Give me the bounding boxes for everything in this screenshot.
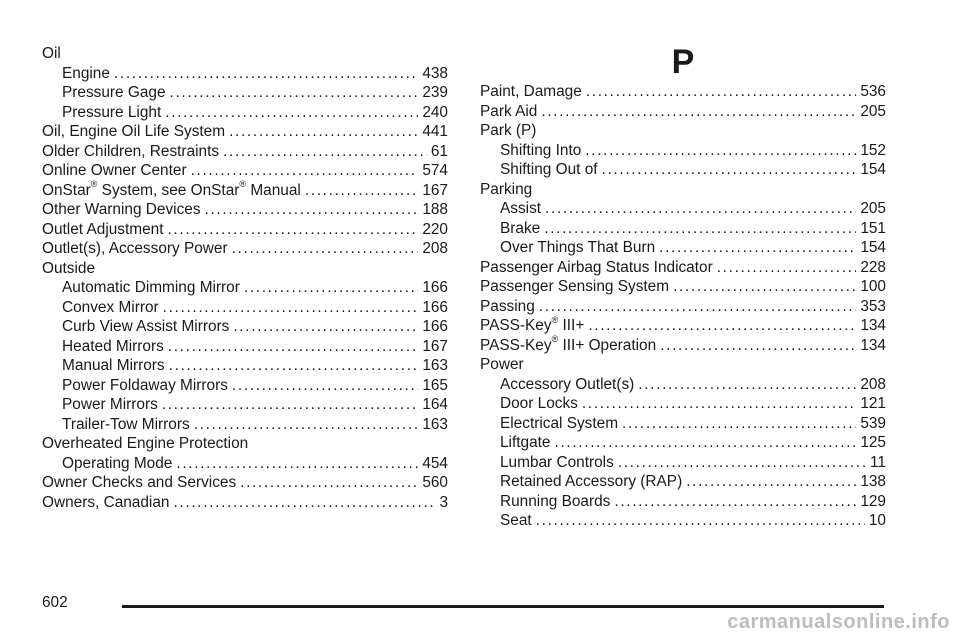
entry-label: PASS-Key® III+ Operation	[480, 334, 657, 354]
entry-label: Park (P)	[480, 122, 537, 139]
index-subentry	[480, 511, 886, 531]
entry-page-number: 167	[422, 337, 448, 355]
entry-page-number: 163	[422, 415, 448, 433]
entry-page-number: 10	[868, 512, 886, 529]
entry-page-number: 188	[422, 201, 448, 218]
registered-mark: ®	[551, 334, 559, 345]
entry-label: Pressure Gage	[62, 84, 166, 101]
leader-dots	[169, 356, 419, 376]
registered-mark: ®	[551, 314, 559, 325]
entry-label: Parking	[480, 180, 533, 198]
index-entry	[42, 44, 448, 64]
index-entry	[42, 161, 448, 181]
leader-dots	[305, 181, 419, 201]
leader-dots	[602, 160, 857, 180]
entry-label: Outlet(s), Accessory Power	[42, 240, 228, 257]
entry-page-number: 61	[430, 142, 448, 160]
entry-page-number: 167	[422, 181, 448, 199]
entry-label: Assist	[500, 200, 542, 217]
entry-label: Power Foldaway Mirrors	[62, 376, 228, 394]
entry-label: Outside	[42, 259, 96, 277]
leader-dots	[622, 414, 856, 434]
index-right-column	[480, 44, 886, 531]
entry-page-number: 134	[860, 336, 886, 354]
leader-dots	[205, 200, 419, 220]
index-subentry	[42, 64, 448, 84]
index-left-column	[42, 44, 448, 512]
leader-dots	[163, 298, 419, 318]
index-entry	[480, 102, 886, 122]
entry-label: Owner Checks and Services	[42, 474, 237, 491]
leader-dots	[545, 199, 856, 219]
entry-page-number: 239	[422, 84, 448, 101]
index-entry	[42, 220, 448, 240]
entry-page-number: 121	[860, 395, 886, 412]
leader-dots	[176, 454, 418, 474]
index-subentry	[42, 376, 448, 396]
leader-dots	[717, 258, 857, 278]
entry-page-number: 536	[860, 83, 886, 100]
index-entry	[42, 142, 448, 162]
index-subentry	[42, 415, 448, 435]
index-subentry	[480, 492, 886, 512]
index-subentry	[42, 317, 448, 337]
leader-dots	[686, 472, 856, 492]
leader-dots	[618, 453, 866, 473]
index-subentry	[42, 298, 448, 318]
entry-label: Paint, Damage	[480, 83, 582, 100]
entry-page-number: 560	[422, 474, 448, 491]
entry-label: Heated Mirrors	[62, 337, 164, 355]
entry-label: Accessory Outlet(s)	[500, 375, 635, 393]
entry-page-number: 353	[860, 297, 886, 315]
index-subentry	[42, 83, 448, 103]
leader-dots	[541, 102, 856, 122]
entry-label: Liftgate	[500, 434, 551, 451]
entry-label: Owners, Canadian	[42, 493, 170, 511]
leader-dots	[673, 277, 856, 297]
entry-label: Passing	[480, 297, 535, 315]
leader-dots	[232, 239, 419, 259]
entry-page-number: 100	[860, 278, 886, 295]
leader-dots	[555, 433, 857, 453]
entry-label: Engine	[62, 64, 110, 82]
index-subentry	[480, 414, 886, 434]
entry-label: Other Warning Devices	[42, 201, 201, 218]
entry-page-number: 138	[860, 473, 886, 490]
entry-label: Brake	[500, 219, 541, 237]
entry-page-number: 208	[422, 240, 448, 257]
entry-label: Running Boards	[500, 492, 611, 510]
index-subentry	[42, 395, 448, 415]
entry-label: Older Children, Restraints	[42, 142, 220, 160]
index-subentry	[480, 238, 886, 258]
index-entry	[480, 180, 886, 200]
entry-page-number: 454	[422, 454, 448, 472]
registered-mark: ®	[239, 179, 247, 190]
index-entry	[480, 82, 886, 102]
entry-page-number: 166	[422, 318, 448, 335]
index-subentry	[480, 199, 886, 219]
footer-rule	[122, 605, 884, 608]
leader-dots	[240, 473, 418, 493]
entry-page-number: 438	[422, 64, 448, 82]
index-entry	[480, 277, 886, 297]
index-subentry	[480, 375, 886, 395]
index-entry	[42, 434, 448, 454]
entry-page-number: 129	[860, 492, 886, 510]
index-subentry	[42, 356, 448, 376]
leader-dots	[173, 493, 435, 513]
entry-label: Oil, Engine Oil Life System	[42, 123, 226, 140]
leader-dots	[659, 238, 856, 258]
entry-label: PASS-Key® III+	[480, 314, 585, 334]
entry-page-number: 3	[439, 493, 448, 511]
entry-label: Oil	[42, 45, 61, 62]
entry-label: Overheated Engine Protection	[42, 435, 249, 452]
entry-page-number: 220	[422, 220, 448, 238]
index-entry	[42, 200, 448, 220]
entry-label: Door Locks	[500, 395, 578, 412]
index-subentry	[480, 141, 886, 161]
entry-label: Park Aid	[480, 102, 538, 120]
index-subentry	[480, 433, 886, 453]
entry-page-number: 154	[860, 161, 886, 178]
entry-label: Shifting Into	[500, 141, 582, 159]
index-entry	[480, 297, 886, 317]
index-entry	[480, 336, 886, 356]
entry-page-number: 240	[422, 103, 448, 121]
index-entry	[480, 355, 886, 375]
entry-label: Manual Mirrors	[62, 357, 165, 374]
leader-dots	[168, 337, 419, 357]
entry-label: Convex Mirror	[62, 298, 159, 316]
entry-label: Passenger Sensing System	[480, 278, 670, 295]
entry-label: Power Mirrors	[62, 396, 158, 413]
entry-page-number: 151	[860, 219, 886, 237]
leader-dots	[162, 395, 419, 415]
entry-label: Trailer-Tow Mirrors	[62, 415, 190, 433]
leader-dots	[638, 375, 856, 395]
entry-page-number: 164	[422, 396, 448, 413]
entry-page-number: 166	[422, 298, 448, 316]
entry-label: Over Things That Burn	[500, 239, 656, 256]
entry-label: Shifting Out of	[500, 161, 598, 178]
index-entry	[42, 181, 448, 201]
leader-dots	[233, 317, 418, 337]
entry-page-number: 539	[860, 414, 886, 432]
index-subentry	[480, 394, 886, 414]
index-subentry	[42, 278, 448, 298]
index-subentry	[42, 454, 448, 474]
entry-page-number: 163	[422, 357, 448, 374]
leader-dots	[582, 394, 856, 414]
leader-dots	[539, 297, 857, 317]
entry-page-number: 165	[422, 376, 448, 394]
index-subentry	[42, 337, 448, 357]
entry-label: Power	[480, 356, 524, 373]
index-entry	[42, 259, 448, 279]
leader-dots	[660, 336, 856, 356]
entry-label: Operating Mode	[62, 454, 173, 472]
entry-page-number: 125	[860, 434, 886, 451]
entry-page-number: 11	[870, 453, 886, 471]
leader-dots	[614, 492, 856, 512]
index-subentry	[42, 103, 448, 123]
entry-label: OnStar® System, see OnStar® Manual	[42, 179, 301, 199]
entry-label: Electrical System	[500, 414, 619, 432]
leader-dots	[588, 316, 856, 336]
entry-page-number: 134	[860, 317, 886, 334]
leader-dots	[544, 219, 856, 239]
leader-dots	[165, 103, 418, 123]
entry-label: Automatic Dimming Mirror	[62, 279, 240, 296]
leader-dots	[244, 278, 418, 298]
leader-dots	[232, 376, 418, 396]
index-entry	[480, 258, 886, 278]
entry-page-number: 441	[422, 123, 448, 140]
index-entry	[42, 122, 448, 142]
entry-page-number: 152	[860, 141, 886, 159]
index-subentry	[480, 472, 886, 492]
index-subentry	[480, 219, 886, 239]
entry-label: Online Owner Center	[42, 162, 187, 179]
leader-dots	[114, 64, 418, 84]
index-entry	[42, 473, 448, 493]
leader-dots	[170, 83, 419, 103]
entry-page-number: 166	[422, 279, 448, 296]
watermark-text: carmanualsonline.info	[727, 611, 950, 633]
registered-mark: ®	[90, 179, 98, 190]
index-entry	[42, 239, 448, 259]
entry-label: Lumbar Controls	[500, 453, 614, 471]
leader-dots	[229, 122, 418, 142]
entry-label: Outlet Adjustment	[42, 220, 164, 238]
leader-dots	[536, 511, 865, 531]
page-number: 602	[42, 594, 68, 611]
index-entry	[480, 121, 886, 141]
index-entry	[42, 493, 448, 513]
entry-label: Passenger Airbag Status Indicator	[480, 258, 713, 276]
entry-label: Curb View Assist Mirrors	[62, 318, 230, 335]
section-letter-heading: P	[671, 43, 695, 81]
leader-dots	[223, 142, 427, 162]
entry-page-number: 208	[860, 375, 886, 393]
index-entry	[480, 316, 886, 336]
leader-dots	[585, 141, 856, 161]
leader-dots	[191, 161, 419, 181]
index-subentry	[480, 453, 886, 473]
entry-label: Seat	[500, 512, 532, 529]
entry-page-number: 205	[860, 200, 886, 217]
leader-dots	[167, 220, 418, 240]
entry-page-number: 574	[422, 162, 448, 179]
entry-label: Retained Accessory (RAP)	[500, 473, 683, 490]
entry-page-number: 154	[860, 239, 886, 256]
entry-label: Pressure Light	[62, 103, 162, 121]
entry-page-number: 205	[860, 102, 886, 120]
leader-dots	[194, 415, 419, 435]
entry-page-number: 228	[860, 258, 886, 276]
leader-dots	[586, 82, 857, 102]
index-subentry	[480, 160, 886, 180]
